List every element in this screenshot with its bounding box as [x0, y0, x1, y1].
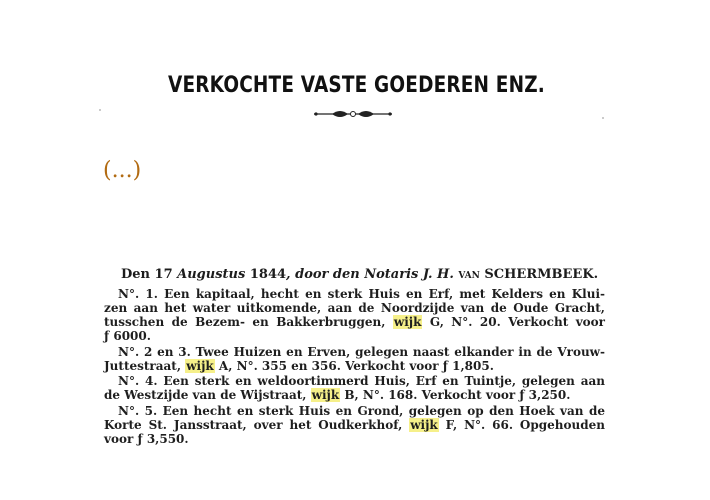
date-year: 1844 [245, 267, 287, 282]
line-text: N°. 1. Een kapitaal, hecht en sterk Huis en Erf, met Kelders en Klui- [118, 287, 605, 301]
line-text: N°. 2 en 3. Twee Huizen en Erven, gelegen naast elkander in de Vrouw- [118, 345, 605, 359]
line-text: B, N°. 168. Verkocht voor ƒ 3,250. [340, 388, 571, 402]
line-text: tusschen de Bezem- en Bakkerbruggen, [104, 315, 393, 329]
line-text: Juttestraat, [104, 359, 186, 373]
line-text: Korte St. Jansstraat, over het Oudkerkhof, [104, 418, 410, 432]
listing-line [104, 388, 605, 402]
line-text: N°. 5. Een hecht en sterk Huis en Grond, gelegen op den Hoek van de [118, 404, 605, 418]
notary-van: van [458, 267, 480, 282]
listing-line [104, 315, 605, 329]
date-month: Augustus [177, 267, 246, 282]
line-text: de Westzijde van de Wijstraat, [104, 388, 311, 402]
listing-line [118, 287, 605, 301]
line-text: A, N°. 355 en 356. Verkocht voor ƒ 1,805. [214, 359, 494, 373]
listing-line [104, 418, 605, 432]
listing-line [118, 404, 605, 418]
listing-line [104, 359, 605, 373]
date-prefix: Den 17 [121, 267, 178, 282]
ornament-divider [312, 108, 394, 120]
line-text: G, N°. 20. Verkocht voor [422, 315, 605, 329]
line-text: F, N°. 66. Opgehouden [438, 418, 606, 432]
notary-name: SCHERMBEEK. [479, 267, 599, 282]
listing-line [118, 345, 605, 359]
line-text: ƒ 6000. [104, 329, 151, 343]
highlighted-term: wijk [393, 315, 422, 329]
speck-mark [99, 109, 101, 111]
speck-mark [602, 117, 604, 119]
notary-intro: , door den Notaris J. H. [286, 267, 459, 282]
line-text: zen aan het water uitkomende, aan de Noordzijde van de Oude Gracht, [104, 301, 605, 315]
omission-marker: (...) [103, 158, 142, 183]
highlighted-term: wijk [186, 359, 214, 373]
highlighted-term: wijk [410, 418, 438, 432]
line-text: voor ƒ 3,550. [104, 432, 189, 446]
page-heading: VERKOCHTE VASTE GOEDEREN ENZ. [168, 73, 545, 98]
sale-date-line [121, 267, 598, 283]
listing-line [104, 432, 605, 446]
listing-line [104, 301, 605, 315]
listing-line [118, 374, 605, 388]
highlighted-term: wijk [311, 388, 340, 402]
line-text: N°. 4. Een sterk en weldoortimmerd Huis, Erf en Tuintje, gelegen aan [118, 374, 605, 388]
listing-line [104, 329, 605, 343]
